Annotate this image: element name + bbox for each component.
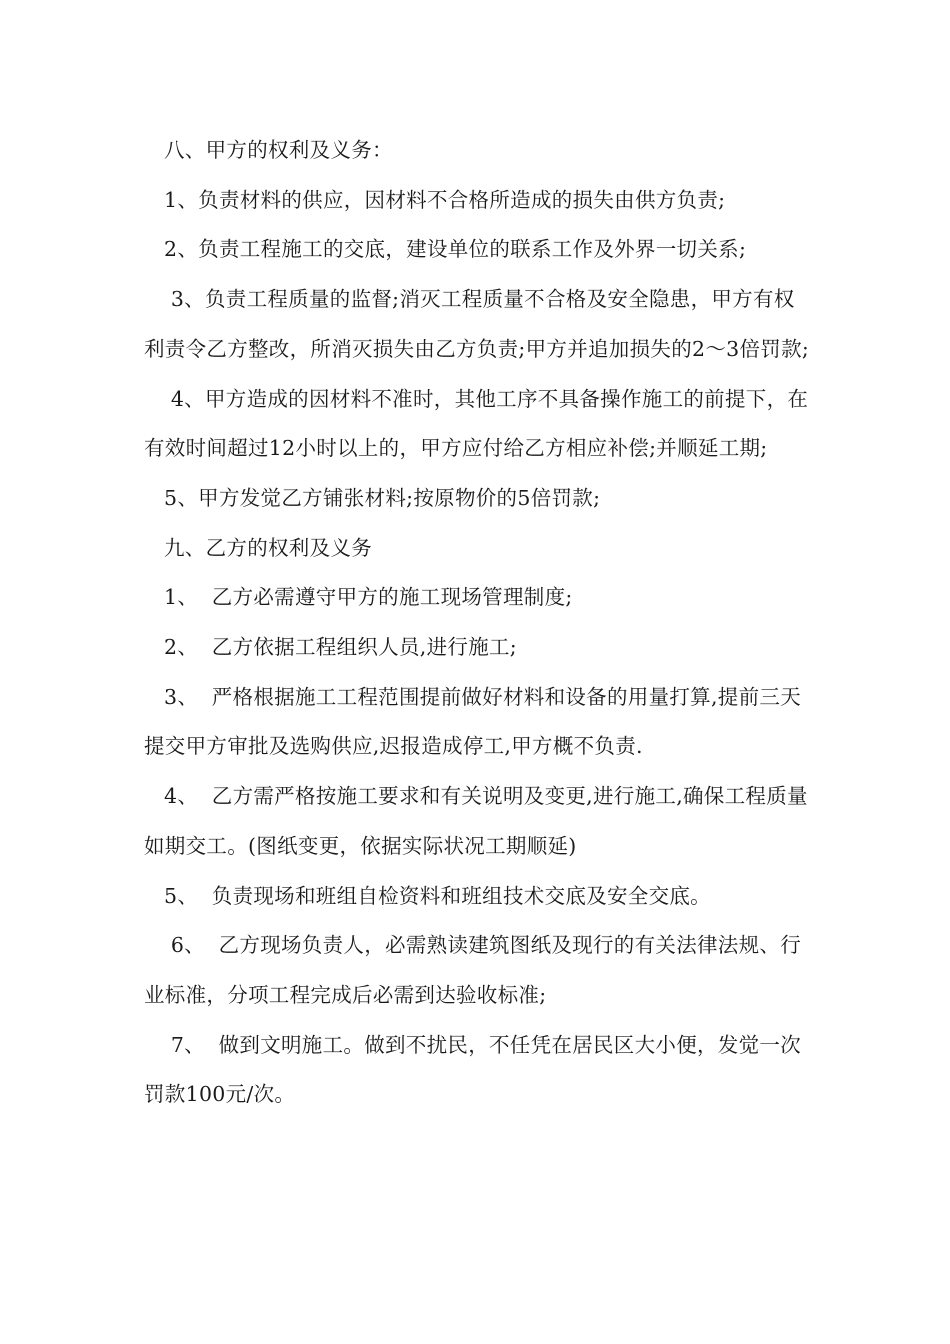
paragraph-b5: 5、 负责现场和班组自检资料和班组技术交底及安全交底。 — [164, 883, 711, 908]
paragraph-a3: 3、负责工程质量的监督;消灭工程质量不合格及安全隐患，甲方有权利责令乙方整改，所消灭损失由乙方负责;甲方并追加损失的2～3倍罚款; — [144, 287, 810, 361]
paragraph-b1: 1、 乙方必需遵守甲方的施工现场管理制度; — [164, 585, 573, 610]
paragraph-b4: 4、 乙方需严格按施工要求和有关说明及变更,进行施工,确保工程质量如期交工。(图纸变更，依据实际状况工期顺延) — [144, 784, 808, 858]
paragraph-a5: 5、甲方发觉乙方铺张材料;按原物价的5倍罚款; — [164, 485, 601, 510]
section-heading-party-b: 九、乙方的权利及义务 — [164, 535, 372, 560]
paragraph-b7: 7、 做到文明施工。做到不扰民，不任凭在居民区大小便，发觉一次罚款100元/次。 — [144, 1032, 802, 1107]
paragraph-a1: 1、负责材料的供应，因材料不合格所造成的损失由供方负责; — [164, 187, 726, 212]
paragraph-a4: 4、甲方造成的因材料不准时，其他工序不具备操作施工的前提下，在有效时间超过12小时以上的，甲方应付给乙方相应补偿;并顺延工期; — [144, 386, 809, 461]
paragraph-b2: 2、 乙方依据工程组织人员,进行施工; — [164, 635, 517, 660]
section-heading-party-a: 八、甲方的权利及义务： — [164, 138, 393, 162]
paragraph-a2: 2、负责工程施工的交底，建设单位的联系工作及外界一切关系; — [164, 237, 747, 262]
document-body — [144, 126, 814, 1120]
paragraph-b6: 6、 乙方现场负责人，必需熟读建筑图纸及现行的有关法律法规、行业标准，分项工程完成后必需到达验收标准; — [144, 933, 802, 1007]
paragraph-b3: 3、 严格根据施工工程范围提前做好材料和设备的用量打算,提前三天提交甲方审批及选购供应,迟报造成停工,甲方概不负责. — [144, 684, 801, 759]
